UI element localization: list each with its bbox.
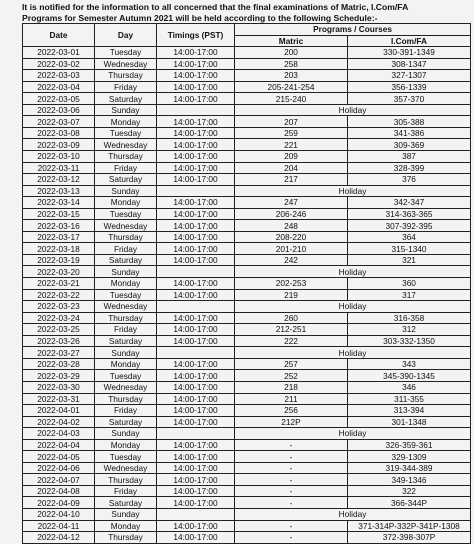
date-cell: 2022-03-17: [23, 231, 95, 243]
day-cell: Friday: [95, 81, 157, 93]
icom-cell: 356-1339: [348, 81, 471, 93]
date-cell: 2022-03-06: [23, 104, 95, 116]
timings-cell: 14:00-17:00: [157, 393, 235, 405]
icom-cell: 327-1307: [348, 70, 471, 82]
timings-cell: 14:00-17:00: [157, 324, 235, 336]
day-cell: Monday: [95, 197, 157, 209]
matric-cell: 258: [235, 58, 348, 70]
date-cell: 2022-04-03: [23, 428, 95, 440]
icom-cell: 387: [348, 151, 471, 163]
day-cell: Tuesday: [95, 451, 157, 463]
icom-cell: 321: [348, 254, 471, 266]
timings-cell: [157, 428, 235, 440]
timings-cell: [157, 185, 235, 197]
matric-cell: -: [235, 497, 348, 509]
icom-cell: 322: [348, 485, 471, 497]
table-row: [23, 358, 471, 370]
table-row: [23, 116, 471, 128]
timings-cell: 14:00-17:00: [157, 93, 235, 105]
timings-cell: 14:00-17:00: [157, 439, 235, 451]
timings-cell: [157, 301, 235, 313]
date-cell: 2022-03-10: [23, 151, 95, 163]
icom-cell: 364: [348, 231, 471, 243]
timings-cell: 14:00-17:00: [157, 451, 235, 463]
matric-cell: 202-253: [235, 278, 348, 290]
holiday-row: [23, 508, 471, 520]
matric-cell: 259: [235, 127, 348, 139]
date-cell: 2022-03-08: [23, 127, 95, 139]
notice-line-2: Programs for Semester Autumn 2021 will be held according to the following Schedule:-: [22, 13, 378, 23]
day-cell: Sunday: [95, 266, 157, 278]
timings-cell: 14:00-17:00: [157, 174, 235, 186]
timings-cell: 14:00-17:00: [157, 231, 235, 243]
matric-cell: -: [235, 451, 348, 463]
timings-cell: 14:00-17:00: [157, 520, 235, 532]
table-row: [23, 289, 471, 301]
table-row: [23, 47, 471, 59]
table-row: [23, 151, 471, 163]
matric-cell: 219: [235, 289, 348, 301]
date-cell: 2022-04-08: [23, 485, 95, 497]
table-row: [23, 532, 471, 544]
date-cell: 2022-03-20: [23, 266, 95, 278]
date-cell: 2022-03-05: [23, 93, 95, 105]
holiday-label: Holiday: [235, 185, 471, 197]
date-cell: 2022-03-18: [23, 243, 95, 255]
table-row: [23, 58, 471, 70]
icom-cell: 372-398-307P: [348, 532, 471, 544]
icom-cell: 308-1347: [348, 58, 471, 70]
header-matric: Matric: [235, 35, 348, 47]
date-cell: 2022-03-01: [23, 47, 95, 59]
date-cell: 2022-03-27: [23, 347, 95, 359]
header-timings: Timings (PST): [157, 24, 235, 47]
icom-cell: 311-355: [348, 393, 471, 405]
matric-cell: 205-241-254: [235, 81, 348, 93]
holiday-row: [23, 347, 471, 359]
date-cell: 2022-04-07: [23, 474, 95, 486]
table-row: [23, 197, 471, 209]
day-cell: Saturday: [95, 174, 157, 186]
date-cell: 2022-03-03: [23, 70, 95, 82]
icom-cell: 376: [348, 174, 471, 186]
day-cell: Sunday: [95, 185, 157, 197]
notice-text: [22, 2, 472, 24]
icom-cell: 371-314P-332P-341P-1308: [348, 520, 471, 532]
timings-cell: 14:00-17:00: [157, 474, 235, 486]
day-cell: Tuesday: [95, 208, 157, 220]
day-cell: Monday: [95, 520, 157, 532]
table-row: [23, 174, 471, 186]
day-cell: Wednesday: [95, 220, 157, 232]
icom-cell: 341-386: [348, 127, 471, 139]
matric-cell: 247: [235, 197, 348, 209]
day-cell: Thursday: [95, 532, 157, 544]
holiday-label: Holiday: [235, 301, 471, 313]
timings-cell: 14:00-17:00: [157, 497, 235, 509]
icom-cell: 329-1309: [348, 451, 471, 463]
table-row: [23, 324, 471, 336]
day-cell: Monday: [95, 278, 157, 290]
date-cell: 2022-04-10: [23, 508, 95, 520]
day-cell: Tuesday: [95, 370, 157, 382]
icom-cell: 343: [348, 358, 471, 370]
day-cell: Saturday: [95, 416, 157, 428]
table-row: [23, 485, 471, 497]
table-row: [23, 497, 471, 509]
holiday-label: Holiday: [235, 266, 471, 278]
timings-cell: 14:00-17:00: [157, 381, 235, 393]
date-cell: 2022-04-12: [23, 532, 95, 544]
matric-cell: 212-251: [235, 324, 348, 336]
matric-cell: -: [235, 462, 348, 474]
icom-cell: 345-390-1345: [348, 370, 471, 382]
date-cell: 2022-03-09: [23, 139, 95, 151]
date-cell: 2022-03-30: [23, 381, 95, 393]
icom-cell: 357-370: [348, 93, 471, 105]
date-cell: 2022-04-06: [23, 462, 95, 474]
table-row: [23, 416, 471, 428]
timings-cell: 14:00-17:00: [157, 139, 235, 151]
holiday-label: Holiday: [235, 428, 471, 440]
header-date: Date: [23, 24, 95, 47]
day-cell: Friday: [95, 243, 157, 255]
matric-cell: 242: [235, 254, 348, 266]
matric-cell: 222: [235, 335, 348, 347]
day-cell: Sunday: [95, 104, 157, 116]
timings-cell: 14:00-17:00: [157, 335, 235, 347]
table-row: [23, 208, 471, 220]
timings-cell: [157, 508, 235, 520]
icom-cell: 319-344-389: [348, 462, 471, 474]
date-cell: 2022-03-26: [23, 335, 95, 347]
icom-cell: 326-359-361: [348, 439, 471, 451]
day-cell: Sunday: [95, 508, 157, 520]
table-row: [23, 439, 471, 451]
holiday-row: [23, 185, 471, 197]
icom-cell: 313-394: [348, 405, 471, 417]
date-cell: 2022-04-11: [23, 520, 95, 532]
header-icom: I.Com/FA: [348, 35, 471, 47]
matric-cell: -: [235, 520, 348, 532]
timings-cell: 14:00-17:00: [157, 243, 235, 255]
day-cell: Thursday: [95, 312, 157, 324]
day-cell: Monday: [95, 358, 157, 370]
matric-cell: 206-246: [235, 208, 348, 220]
table-row: [23, 278, 471, 290]
table-row: [23, 231, 471, 243]
day-cell: Friday: [95, 162, 157, 174]
date-cell: 2022-03-31: [23, 393, 95, 405]
header-row: [23, 24, 471, 36]
exam-schedule-table: [22, 23, 471, 544]
timings-cell: 14:00-17:00: [157, 208, 235, 220]
date-cell: 2022-04-02: [23, 416, 95, 428]
table-row: [23, 405, 471, 417]
matric-cell: 212P: [235, 416, 348, 428]
icom-cell: 317: [348, 289, 471, 301]
matric-cell: 217: [235, 174, 348, 186]
date-cell: 2022-04-01: [23, 405, 95, 417]
day-cell: Saturday: [95, 93, 157, 105]
table-row: [23, 474, 471, 486]
table-row: [23, 139, 471, 151]
holiday-row: [23, 266, 471, 278]
table-row: [23, 243, 471, 255]
date-cell: 2022-03-23: [23, 301, 95, 313]
icom-cell: 307-392-395: [348, 220, 471, 232]
matric-cell: 208-220: [235, 231, 348, 243]
matric-cell: -: [235, 474, 348, 486]
matric-cell: 207: [235, 116, 348, 128]
icom-cell: 301-1348: [348, 416, 471, 428]
date-cell: 2022-04-09: [23, 497, 95, 509]
date-cell: 2022-03-22: [23, 289, 95, 301]
matric-cell: -: [235, 485, 348, 497]
table-row: [23, 370, 471, 382]
date-cell: 2022-03-24: [23, 312, 95, 324]
matric-cell: 215-240: [235, 93, 348, 105]
day-cell: Thursday: [95, 231, 157, 243]
matric-cell: 200: [235, 47, 348, 59]
icom-cell: 346: [348, 381, 471, 393]
matric-cell: -: [235, 439, 348, 451]
day-cell: Monday: [95, 116, 157, 128]
header-programs: Programs / Courses: [235, 24, 471, 36]
date-cell: 2022-03-25: [23, 324, 95, 336]
icom-cell: 330-391-1349: [348, 47, 471, 59]
date-cell: 2022-03-15: [23, 208, 95, 220]
date-cell: 2022-03-21: [23, 278, 95, 290]
day-cell: Tuesday: [95, 127, 157, 139]
matric-cell: 221: [235, 139, 348, 151]
timings-cell: 14:00-17:00: [157, 278, 235, 290]
header-day: Day: [95, 24, 157, 47]
matric-cell: 252: [235, 370, 348, 382]
matric-cell: 204: [235, 162, 348, 174]
day-cell: Wednesday: [95, 301, 157, 313]
icom-cell: 366-344P: [348, 497, 471, 509]
matric-cell: 260: [235, 312, 348, 324]
table-row: [23, 70, 471, 82]
timings-cell: 14:00-17:00: [157, 358, 235, 370]
holiday-row: [23, 301, 471, 313]
timings-cell: 14:00-17:00: [157, 485, 235, 497]
timings-cell: 14:00-17:00: [157, 220, 235, 232]
date-cell: 2022-03-02: [23, 58, 95, 70]
table-row: [23, 127, 471, 139]
day-cell: Wednesday: [95, 462, 157, 474]
matric-cell: 257: [235, 358, 348, 370]
date-cell: 2022-03-12: [23, 174, 95, 186]
table-row: [23, 393, 471, 405]
day-cell: Saturday: [95, 335, 157, 347]
day-cell: Sunday: [95, 347, 157, 359]
table-row: [23, 162, 471, 174]
day-cell: Friday: [95, 324, 157, 336]
day-cell: Friday: [95, 405, 157, 417]
timings-cell: [157, 347, 235, 359]
matric-cell: 248: [235, 220, 348, 232]
day-cell: Sunday: [95, 428, 157, 440]
table-row: [23, 81, 471, 93]
matric-cell: 256: [235, 405, 348, 417]
day-cell: Wednesday: [95, 139, 157, 151]
icom-cell: 312: [348, 324, 471, 336]
holiday-label: Holiday: [235, 347, 471, 359]
table-row: [23, 254, 471, 266]
holiday-row: [23, 428, 471, 440]
day-cell: Thursday: [95, 151, 157, 163]
matric-cell: 209: [235, 151, 348, 163]
table-row: [23, 312, 471, 324]
timings-cell: [157, 104, 235, 116]
timings-cell: 14:00-17:00: [157, 47, 235, 59]
icom-cell: 349-1346: [348, 474, 471, 486]
day-cell: Thursday: [95, 70, 157, 82]
date-cell: 2022-03-28: [23, 358, 95, 370]
day-cell: Wednesday: [95, 381, 157, 393]
date-cell: 2022-03-29: [23, 370, 95, 382]
matric-cell: 211: [235, 393, 348, 405]
date-cell: 2022-03-19: [23, 254, 95, 266]
date-cell: 2022-04-05: [23, 451, 95, 463]
date-cell: 2022-03-14: [23, 197, 95, 209]
timings-cell: 14:00-17:00: [157, 289, 235, 301]
timings-cell: 14:00-17:00: [157, 405, 235, 417]
day-cell: Thursday: [95, 393, 157, 405]
timings-cell: 14:00-17:00: [157, 116, 235, 128]
day-cell: Tuesday: [95, 289, 157, 301]
notice-line-1: It is notified for the information to all concerned that the final examinations of Matric, I.Com/FA: [22, 2, 409, 12]
timings-cell: 14:00-17:00: [157, 197, 235, 209]
schedule-body: [23, 47, 471, 544]
matric-cell: -: [235, 532, 348, 544]
icom-cell: 328-399: [348, 162, 471, 174]
timings-cell: 14:00-17:00: [157, 127, 235, 139]
timings-cell: 14:00-17:00: [157, 254, 235, 266]
table-row: [23, 335, 471, 347]
day-cell: Tuesday: [95, 47, 157, 59]
timings-cell: 14:00-17:00: [157, 70, 235, 82]
icom-cell: 303-332-1350: [348, 335, 471, 347]
matric-cell: 201-210: [235, 243, 348, 255]
matric-cell: 203: [235, 70, 348, 82]
timings-cell: 14:00-17:00: [157, 312, 235, 324]
date-cell: 2022-03-04: [23, 81, 95, 93]
day-cell: Wednesday: [95, 58, 157, 70]
timings-cell: [157, 266, 235, 278]
timings-cell: 14:00-17:00: [157, 462, 235, 474]
holiday-label: Holiday: [235, 508, 471, 520]
timings-cell: 14:00-17:00: [157, 370, 235, 382]
date-cell: 2022-03-11: [23, 162, 95, 174]
day-cell: Saturday: [95, 497, 157, 509]
holiday-label: Holiday: [235, 104, 471, 116]
timings-cell: 14:00-17:00: [157, 416, 235, 428]
icom-cell: 316-358: [348, 312, 471, 324]
date-cell: 2022-03-07: [23, 116, 95, 128]
date-cell: 2022-03-16: [23, 220, 95, 232]
timings-cell: 14:00-17:00: [157, 162, 235, 174]
day-cell: Saturday: [95, 254, 157, 266]
day-cell: Friday: [95, 485, 157, 497]
date-cell: 2022-04-04: [23, 439, 95, 451]
icom-cell: 314-363-365: [348, 208, 471, 220]
matric-cell: 218: [235, 381, 348, 393]
table-row: [23, 381, 471, 393]
day-cell: Monday: [95, 439, 157, 451]
icom-cell: 305-388: [348, 116, 471, 128]
timings-cell: 14:00-17:00: [157, 81, 235, 93]
holiday-row: [23, 104, 471, 116]
date-cell: 2022-03-13: [23, 185, 95, 197]
timings-cell: 14:00-17:00: [157, 532, 235, 544]
icom-cell: 360: [348, 278, 471, 290]
table-row: [23, 451, 471, 463]
timings-cell: 14:00-17:00: [157, 58, 235, 70]
table-row: [23, 93, 471, 105]
icom-cell: 342-347: [348, 197, 471, 209]
table-row: [23, 220, 471, 232]
table-row: [23, 462, 471, 474]
timings-cell: 14:00-17:00: [157, 151, 235, 163]
icom-cell: 309-369: [348, 139, 471, 151]
icom-cell: 315-1340: [348, 243, 471, 255]
day-cell: Thursday: [95, 474, 157, 486]
